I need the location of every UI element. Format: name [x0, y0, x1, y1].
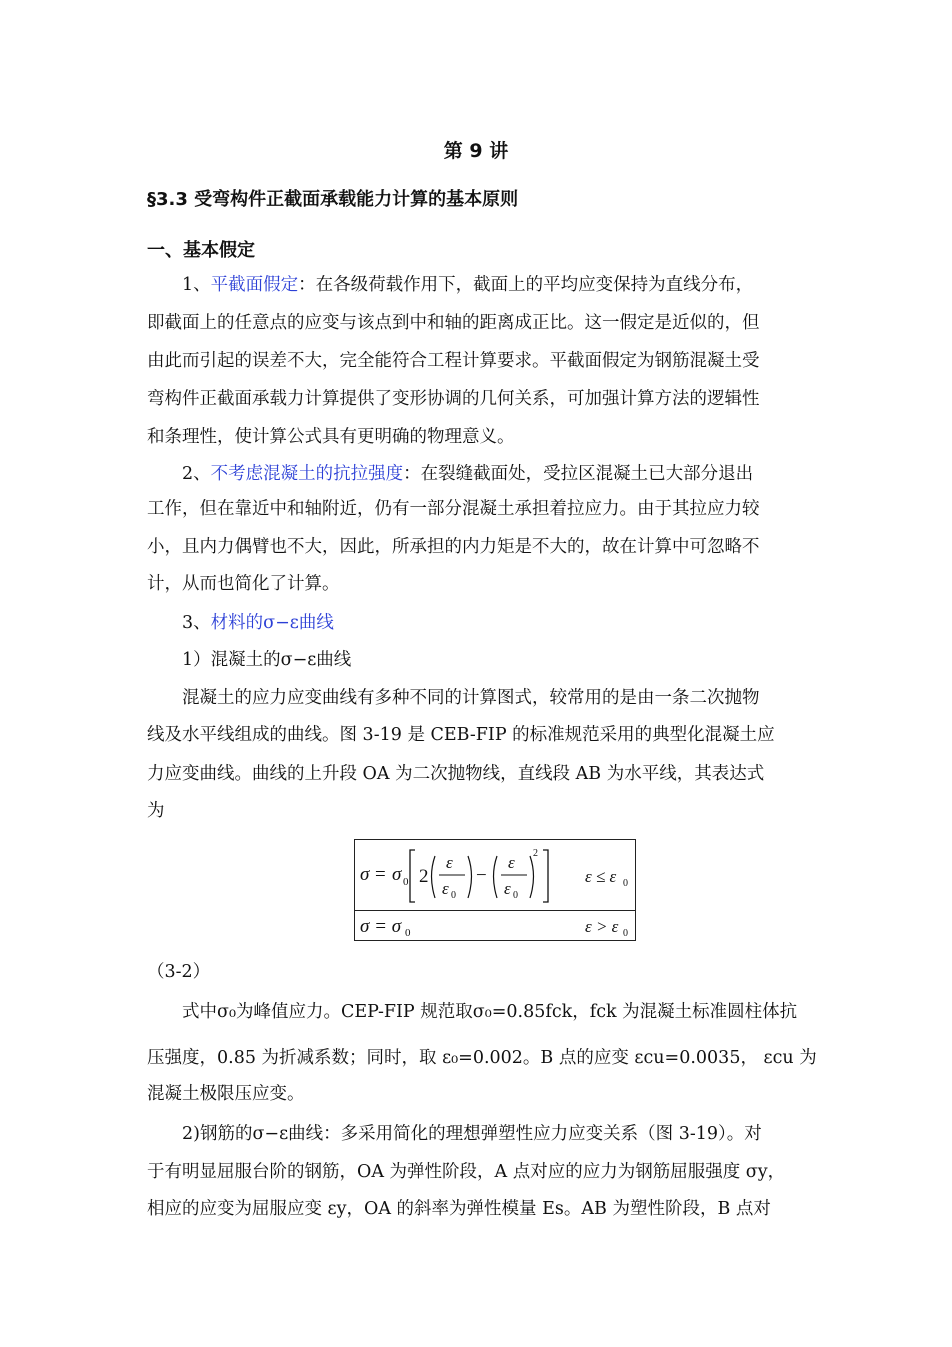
sup2: 2 [533, 848, 538, 859]
equation-number: （3-2） [147, 962, 211, 982]
p2-num: 2、 [182, 464, 211, 484]
svg-text:ε: ε [446, 853, 453, 872]
cond1: ε ≤ ε [585, 867, 617, 886]
p1-num: 1、 [182, 275, 211, 295]
cond2: ε > ε [585, 917, 619, 936]
svg-text:0: 0 [623, 878, 628, 889]
p3-body-line-4: 为 [147, 801, 165, 821]
p1-line-5: 和条理性，使计算公式具有更明确的物理意义。 [147, 427, 515, 447]
p2-line-2: 工作，但在靠近中和轴附近，仍有一部分混凝土承担着拉应力。由于其拉应力较 [147, 499, 760, 519]
svg-text:ε: ε [442, 879, 449, 898]
p4-line-1: 式中σ₀为峰值应力。CEP-FIP 规范取σ₀=0.85fck，fck 为混凝土标准圆柱体抗 [182, 1002, 798, 1022]
sigma-symbol: σ [360, 864, 370, 885]
p3-body-line-1: 混凝土的应力应变曲线有多种不同的计算图式，较常用的是由一条二次抛物 [182, 688, 760, 708]
svg-text:ε: ε [508, 853, 515, 872]
p4-line-2: 压强度，0.85 为折减系数；同时，取 ε₀=0.002。B 点的应变 εcu=0.0035， εcu 为 [147, 1048, 817, 1068]
right-bracket [543, 850, 548, 902]
subsection-heading: 一、基本假定 [147, 240, 255, 261]
p2-line-3: 小，且内力偶臂也不大，因此，所承担的内力矩是不大的，故在计算中可忽略不 [147, 537, 760, 557]
coef-2: 2 [419, 866, 429, 887]
p1-line-1 [182, 273, 813, 297]
formula-box [354, 839, 636, 941]
svg-text:0: 0 [623, 928, 628, 939]
p2-line-4: 计，从而也简化了计算。 [147, 574, 340, 594]
p5-line-2: 于有明显屈服台阶的钢筋，OA 为弹性阶段，A 点对应的应力为钢筋屈服强度 σy， [147, 1162, 786, 1182]
p3-heading [182, 611, 848, 635]
p1-rest: ：在各级荷载作用下，截面上的平均应变保持为直线分布， [298, 275, 754, 295]
p3-1-heading: 1）混凝土的σ−ε曲线 [182, 650, 352, 670]
formula-svg [355, 840, 637, 942]
p1-line-4: 弯构件正截面承载力计算提供了变形协调的几何关系，可加强计算方法的逻辑性 [147, 389, 760, 409]
equals-symbol: = [375, 864, 386, 885]
lecture-title: 第 9 讲 [443, 140, 509, 162]
p1-line-3: 由此而引起的误差不大，完全能符合工程计算要求。平截面假定为钢筋混凝土受 [147, 351, 760, 371]
p4-line-3: 混凝土极限压应变。 [147, 1084, 305, 1104]
svg-text:0: 0 [513, 890, 518, 901]
p3-num: 3、 [182, 613, 211, 633]
svg-text:0: 0 [451, 890, 456, 901]
p2-rest: ：在裂缝截面处，受拉区混凝土已大部分退出 [403, 464, 754, 484]
svg-text:ε: ε [504, 879, 511, 898]
p3-body-line-2: 线及水平线组成的曲线。图 3-19 是 CEB-FIP 的标准规范采用的典型化混凝土应 [147, 725, 775, 745]
left-bracket [410, 850, 415, 902]
p3-term: 材料的σ−ε曲线 [210, 613, 334, 633]
p1-line-2: 即截面上的任意点的应变与该点到中和轴的距离成正比。这一假定是近似的，但 [147, 313, 760, 333]
sigma0-symbol: σ [392, 864, 402, 885]
section-heading: §3.3 受弯构件正截面承载能力计算的基本原则 [147, 189, 519, 210]
minus-symbol: − [476, 865, 487, 886]
p3-body-line-3: 力应变曲线。曲线的上升段 OA 为二次抛物线，直线段 AB 为水平线，其表达式 [147, 764, 765, 784]
sub0: 0 [403, 876, 409, 888]
svg-text:0: 0 [405, 927, 411, 939]
p2-line-1 [182, 462, 813, 486]
p2-term: 不考虑混凝土的抗拉强度 [210, 464, 404, 484]
p1-term: 平截面假定 [210, 275, 299, 295]
row2-left: σ = σ [360, 916, 402, 937]
p5-line-1: 2)钢筋的σ−ε曲线：多采用简化的理想弹塑性应力应变关系（图 3-19）。对 [182, 1124, 762, 1144]
p5-line-3: 相应的应变为屈服应变 εy，OA 的斜率为弹性模量 Es。AB 为塑性阶段，B 点对 [147, 1199, 771, 1219]
